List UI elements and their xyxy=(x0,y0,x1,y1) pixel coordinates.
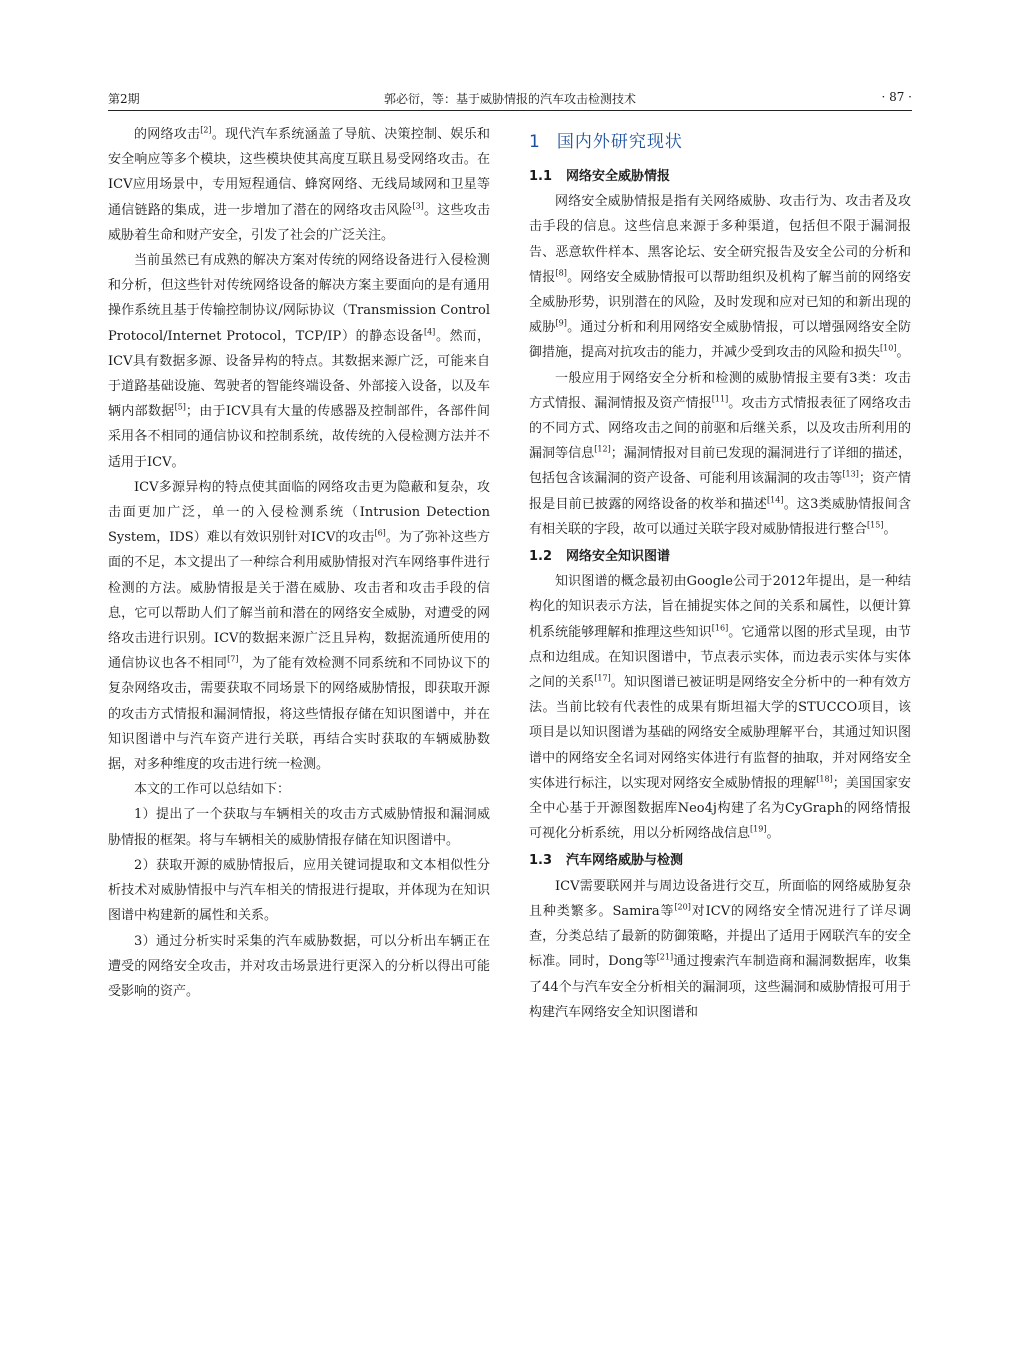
left-paragraphs xyxy=(108,122,490,1004)
paragraph-text: 。这3类威胁情报间含有相关联的字段，故可以通过关联字段对威胁情报进行整合 xyxy=(529,496,911,537)
body-paragraph xyxy=(529,189,911,365)
body-paragraph xyxy=(108,853,490,929)
paragraph-text: ；资产情报是目前已披露的网络设备的枚举和描述 xyxy=(529,471,911,512)
paragraph-text: 。知识图谱已被证明是网络安全分析中的一种有效方法。当前比较有代表性的成果有斯坦福大学的STUCCO项目，该项目是以知识图谱为基础的网络安全威胁理解平台，其通过知识图谱中的网络安全名词对网络实体进行有监督的抽取，并对网络安全实体进行标注，以实现对网络安全威胁情报的理解 xyxy=(529,675,911,791)
paragraph-text: 2）获取开源的威胁情报后，应用关键词提取和文本相似性分析技术对威胁情报中与汽车相关的情报进行提取，并体现为在知识图谱中构建新的属性和关系。 xyxy=(108,857,490,924)
paragraph-text: 。通过分析和利用网络安全威胁情报，可以增强网络安全防御措施，提高对抗攻击的能力，并减少受到攻击的风险和损失 xyxy=(529,320,911,361)
citation-ref: [17] xyxy=(594,673,611,683)
citation-ref: [13] xyxy=(842,470,859,480)
page-number: · 87 · xyxy=(881,90,912,104)
paragraph-text: ；由于ICV具有大量的传感器及控制部件，各部件间采用各不相同的通信协议和控制系统，故传统的入侵检测方法并不适用于ICV。 xyxy=(108,404,490,470)
subsection-title: 汽车网络威胁与检测 xyxy=(566,853,684,869)
citation-ref: [11] xyxy=(711,394,729,404)
paragraph-text: 。现代汽车系统涵盖了导航、决策控制、娱乐和安全响应等多个模块，这些模块使其高度互联且易受网络攻击。在ICV应用场景中，专用短程通信、蜂窝网络、无线局域网和卫星等通信链路的集成，进一步增加了潜在的网络攻击风险 xyxy=(108,127,490,218)
paragraph-text: ，为了能有效检测不同系统和不同协议下的复杂网络攻击，需要获取不同场景下的网络威胁情报，即获取开源的攻击方式情报和漏洞情报，将这些情报存储在知识图谱中，并在知识图谱中与汽车资产进行关联，再结合实时获取的车辆威胁数据，对多种维度的攻击进行统一检测。 xyxy=(108,656,490,773)
subsection-title: 网络安全知识图谱 xyxy=(566,549,671,565)
paragraph-text: 。 xyxy=(896,345,910,361)
paragraph-text: 网络安全威胁情报是指有关网络威胁、攻击行为、攻击者及攻击手段的信息。这些信息来源于多种渠道，包括但不限于漏洞报告、恶意软件样本、黑客论坛、安全研究报告及安全公司的分析和情报 xyxy=(529,194,911,285)
issue-label: 第2期 xyxy=(108,92,140,106)
body-paragraph xyxy=(529,366,911,542)
citation-ref: [4] xyxy=(423,327,436,337)
citation-ref: [20] xyxy=(674,902,691,912)
citation-ref: [19] xyxy=(750,824,767,834)
citation-ref: [6] xyxy=(374,528,386,538)
paragraph-text: 的网络攻击 xyxy=(134,127,201,142)
citation-ref: [15] xyxy=(867,520,884,530)
paragraph-text: 。为了弥补这些方面的不足，本文提出了一种综合利用威胁情报对汽车网络事件进行检测的方法。威胁情报是关于潜在威胁、攻击者和攻击手段的信息，它可以帮助人们了解当前和潜在的网络安全威胁，对遭受的网络攻击进行识别。ICV的数据来源广泛且异构，数据流通所使用的通信协议也各不相同 xyxy=(108,530,490,672)
body-paragraph xyxy=(108,929,490,1005)
citation-ref: [21] xyxy=(656,952,674,962)
subsection-1-3-body xyxy=(529,874,911,1025)
paragraph-text: 当前虽然已有成熟的解决方案对传统的网络设备进行入侵检测和分析，但这些针对传统网络设备的解决方案主要面向的是有通用操作系统且基于传输控制协议/网际协议（Transmission Control Protocol/Internet Protocol，TCP/IP）的静态设备 xyxy=(108,253,490,344)
running-title: 郭必衍，等：基于威胁情报的汽车攻击检测技术 xyxy=(383,92,636,106)
section-heading xyxy=(529,130,911,154)
paragraph-text: 对ICV的网络安全情况进行了详尽调查，分类总结了最新的防御策略，并提出了适用于网联汽车的安全标准。同时，Dong等 xyxy=(529,903,911,970)
body-paragraph xyxy=(529,569,911,846)
paragraph-text: 1）提出了一个获取与车辆相关的攻击方式威胁情报和漏洞威胁情报的框架。将与车辆相关的威胁情报存储在知识图谱中。 xyxy=(108,807,490,848)
citation-ref: [18] xyxy=(816,774,833,784)
paragraph-text: 。 xyxy=(883,521,897,537)
citation-ref: [16] xyxy=(711,623,729,633)
section-number: 1 xyxy=(529,132,541,152)
citation-ref: [8] xyxy=(555,268,567,278)
citation-ref: [2] xyxy=(200,125,212,135)
citation-ref: [14] xyxy=(767,495,784,505)
paragraph-text: 一般应用于网络安全分析和检测的威胁情报主要有3类：攻击方式情报、漏洞情报及资产情报 xyxy=(529,370,911,411)
paragraph-text: 。然而，ICV具有数据多源、设备异构的特点。其数据来源广泛，可能来自于道路基础设施、驾驶者的智能终端设备、外部接入设备，以及车辆内部数据 xyxy=(108,328,490,420)
body-paragraph xyxy=(108,777,490,802)
subsection-number: 1.1 xyxy=(529,169,553,184)
subsection-number: 1.2 xyxy=(529,549,553,565)
citation-ref: [7] xyxy=(227,654,239,664)
body-paragraph xyxy=(108,475,490,777)
subsection-heading-1-1 xyxy=(529,164,911,189)
subsection-heading-1-2 xyxy=(529,544,911,569)
subsection-heading-1-3 xyxy=(529,848,911,873)
body-paragraph xyxy=(108,802,490,852)
citation-ref: [9] xyxy=(555,318,567,328)
paragraph-text: 。 xyxy=(766,826,780,842)
running-header xyxy=(108,84,912,111)
body-paragraph xyxy=(108,248,490,475)
paragraph-text: 通过搜索汽车制造商和漏洞数据库，收集了44个与汽车安全分析相关的漏洞项，这些漏洞和威胁情报可用于构建汽车网络安全知识图谱和 xyxy=(529,954,911,1020)
paragraph-text: 。这些攻击威胁着生命和财产安全，引发了社会的广泛关注。 xyxy=(108,202,490,243)
body-paragraph xyxy=(108,122,490,248)
body-paragraph xyxy=(529,874,911,1025)
paragraph-text: 。网络安全威胁情报可以帮助组织及机构了解当前的网络安全威胁形势，识别潜在的风险，及时发现和应对已知的和新出现的威胁 xyxy=(529,269,911,336)
subsection-1-2-body xyxy=(529,569,911,846)
citation-ref: [5] xyxy=(174,402,186,412)
paragraph-text: ；美国国家安全中心基于开源图数据库Neo4j构建了名为CyGraph的网络情报可视化分析系统，用以分析网络战信息 xyxy=(529,775,911,842)
paragraph-text: ICV需要联网并与周边设备进行交互，所面临的网络威胁复杂且种类繁多。Samira等 xyxy=(529,878,911,919)
paragraph-text: ；漏洞情报对目前已发现的漏洞进行了详细的描述，包括包含该漏洞的资产设备、可能利用该漏洞的攻击等 xyxy=(529,446,911,487)
citation-ref: [12] xyxy=(594,444,611,454)
subsection-number: 1.3 xyxy=(529,853,553,869)
paragraph-text: 知识图谱的概念最初由Google公司于2012年提出，是一种结构化的知识表示方法，旨在捕捉实体之间的关系和属性，以便计算机系统能够理解和推理这些知识 xyxy=(529,574,911,640)
citation-ref: [3] xyxy=(412,201,424,211)
subsection-1-1-body xyxy=(529,189,911,542)
subsection-title: 网络安全威胁情报 xyxy=(566,169,671,184)
section-title: 国内外研究现状 xyxy=(556,132,683,152)
paragraph-text: 。攻击方式情报表征了网络攻击的不同方式、网络攻击之间的前驱和后继关系，以及攻击所利用的漏洞等信息 xyxy=(529,395,911,462)
citation-ref: [10] xyxy=(880,344,897,354)
paragraph-text: 3）通过分析实时采集的汽车威胁数据，可以分析出车辆正在遭受的网络安全攻击，并对攻击场景进行更深入的分析以得出可能受影响的资产。 xyxy=(108,933,490,999)
paragraph-text: 。它通常以图的形式呈现，由节点和边组成。在知识图谱中，节点表示实体，而边表示实体与实体之间的关系 xyxy=(529,624,911,691)
right-column xyxy=(529,122,911,1025)
left-column xyxy=(108,122,490,1004)
paragraph-text: 本文的工作可以总结如下： xyxy=(134,782,291,798)
paragraph-text: ICV多源异构的特点使其面临的网络攻击更为隐蔽和复杂，攻击面更加广泛，单一的入侵检测系统（Intrusion Detection System，IDS）难以有效识别针对ICV的攻击 xyxy=(108,479,490,546)
